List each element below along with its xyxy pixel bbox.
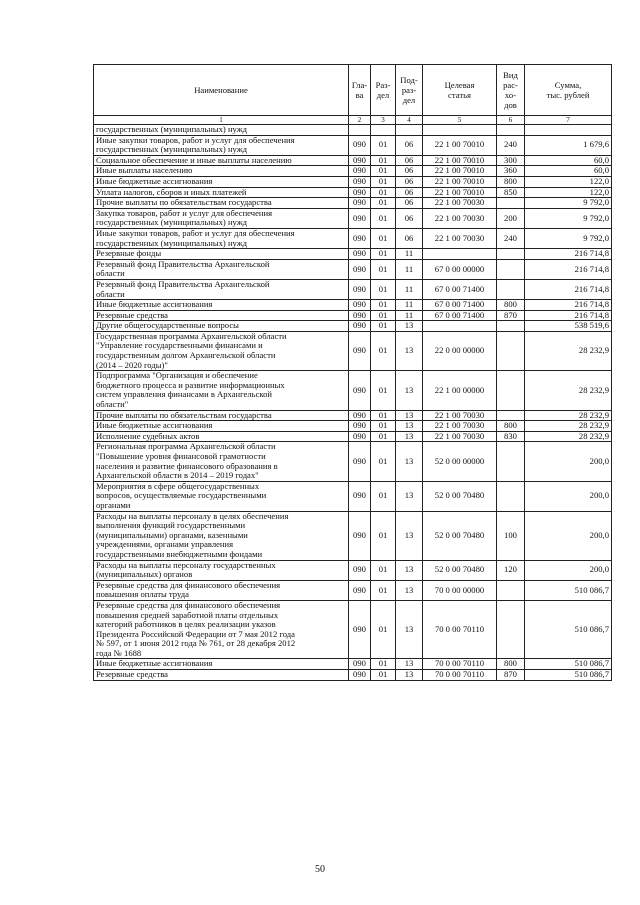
table-row <box>94 321 612 332</box>
table-row <box>94 442 612 481</box>
row-target-article: 67 0 00 00000 <box>423 259 497 279</box>
row-subsection: 13 <box>396 659 423 670</box>
row-chapter <box>349 125 371 136</box>
row-target-article: 70 0 00 70110 <box>423 659 497 670</box>
row-section: 01 <box>371 228 396 248</box>
row-subsection: 11 <box>396 259 423 279</box>
row-chapter: 090 <box>349 431 371 442</box>
row-chapter: 090 <box>349 176 371 187</box>
column-number: 2 <box>349 116 371 125</box>
row-section: 01 <box>371 371 396 410</box>
row-target-article: 22 1 00 70010 <box>423 135 497 155</box>
row-subsection: 13 <box>396 321 423 332</box>
row-expense-type: 120 <box>497 560 525 580</box>
row-name: Резервный фонд Правительства Архангельской области <box>94 259 349 279</box>
row-expense-type <box>497 125 525 136</box>
row-chapter: 090 <box>349 481 371 511</box>
row-target-article: 22 1 00 70010 <box>423 187 497 198</box>
row-target-article: 22 1 00 70010 <box>423 176 497 187</box>
row-section: 01 <box>371 155 396 166</box>
row-amount: 216 714,8 <box>525 300 612 311</box>
row-name: Иные бюджетные ассигнования <box>94 421 349 432</box>
row-subsection: 13 <box>396 511 423 560</box>
row-target-article: 52 0 00 70480 <box>423 560 497 580</box>
row-section: 01 <box>371 442 396 481</box>
column-number: 5 <box>423 116 497 125</box>
row-chapter: 090 <box>349 410 371 421</box>
row-subsection: 06 <box>396 228 423 248</box>
row-subsection: 06 <box>396 187 423 198</box>
row-section: 01 <box>371 560 396 580</box>
row-expense-type <box>497 371 525 410</box>
row-expense-type <box>497 580 525 600</box>
row-subsection <box>396 125 423 136</box>
row-expense-type: 300 <box>497 155 525 166</box>
row-subsection: 13 <box>396 371 423 410</box>
row-name: Иные бюджетные ассигнования <box>94 659 349 670</box>
column-number: 7 <box>525 116 612 125</box>
row-target-article: 52 0 00 70480 <box>423 481 497 511</box>
row-chapter: 090 <box>349 259 371 279</box>
row-section: 01 <box>371 670 396 681</box>
row-expense-type: 240 <box>497 135 525 155</box>
table-row <box>94 331 612 370</box>
row-name: Исполнение судебных актов <box>94 431 349 442</box>
row-target-article: 22 1 00 70030 <box>423 410 497 421</box>
row-subsection: 11 <box>396 249 423 260</box>
table-row <box>94 659 612 670</box>
row-amount: 216 714,8 <box>525 259 612 279</box>
row-expense-type: 800 <box>497 421 525 432</box>
row-name: Резервный фонд Правительства Архангельской области <box>94 279 349 299</box>
row-section: 01 <box>371 135 396 155</box>
table-row <box>94 511 612 560</box>
table-row <box>94 300 612 311</box>
row-section: 01 <box>371 600 396 659</box>
row-expense-type: 800 <box>497 176 525 187</box>
row-amount: 28 232,9 <box>525 410 612 421</box>
row-chapter: 090 <box>349 371 371 410</box>
row-chapter: 090 <box>349 198 371 209</box>
row-section: 01 <box>371 511 396 560</box>
row-chapter: 090 <box>349 670 371 681</box>
row-target-article: 22 1 00 70030 <box>423 431 497 442</box>
row-expense-type: 360 <box>497 166 525 177</box>
row-amount: 9 792,0 <box>525 228 612 248</box>
row-name: Региональная программа Архангельской области "Повышение уровня финансовой грамотности населения и развитие финансового образования в Архангельской области в 2014 – 2019 годах" <box>94 442 349 481</box>
row-subsection: 11 <box>396 300 423 311</box>
row-section: 01 <box>371 208 396 228</box>
row-chapter: 090 <box>349 249 371 260</box>
row-subsection: 11 <box>396 279 423 299</box>
row-name: Прочие выплаты по обязательствам государства <box>94 410 349 421</box>
column-number: 3 <box>371 116 396 125</box>
table-row <box>94 371 612 410</box>
row-chapter: 090 <box>349 600 371 659</box>
row-section: 01 <box>371 421 396 432</box>
row-expense-type <box>497 249 525 260</box>
row-chapter: 090 <box>349 421 371 432</box>
row-name: Резервные фонды <box>94 249 349 260</box>
row-amount: 28 232,9 <box>525 431 612 442</box>
row-section: 01 <box>371 279 396 299</box>
row-target-article: 22 1 00 70010 <box>423 166 497 177</box>
row-name: Иные выплаты населению <box>94 166 349 177</box>
row-chapter: 090 <box>349 208 371 228</box>
table-row <box>94 410 612 421</box>
table-row <box>94 176 612 187</box>
row-amount: 28 232,9 <box>525 331 612 370</box>
row-subsection: 13 <box>396 600 423 659</box>
table-row <box>94 481 612 511</box>
row-subsection: 13 <box>396 481 423 511</box>
row-name: Иные бюджетные ассигнования <box>94 176 349 187</box>
row-chapter: 090 <box>349 511 371 560</box>
row-section: 01 <box>371 259 396 279</box>
row-target-article: 52 0 00 00000 <box>423 442 497 481</box>
row-target-article: 52 0 00 70480 <box>423 511 497 560</box>
row-target-article: 70 0 00 70110 <box>423 600 497 659</box>
row-amount: 122,0 <box>525 176 612 187</box>
row-amount <box>525 125 612 136</box>
table-row <box>94 135 612 155</box>
row-amount: 510 086,7 <box>525 659 612 670</box>
row-subsection: 13 <box>396 670 423 681</box>
row-amount: 200,0 <box>525 442 612 481</box>
header-name: Наименование <box>94 65 349 116</box>
row-name: Иные бюджетные ассигнования <box>94 300 349 311</box>
table-row <box>94 166 612 177</box>
header-subsection: Под- раз- дел <box>396 65 423 116</box>
row-target-article: 22 0 00 00000 <box>423 331 497 370</box>
row-section: 01 <box>371 410 396 421</box>
row-chapter: 090 <box>349 300 371 311</box>
row-chapter: 090 <box>349 228 371 248</box>
row-amount: 122,0 <box>525 187 612 198</box>
table-row <box>94 310 612 321</box>
row-amount: 28 232,9 <box>525 421 612 432</box>
row-amount: 216 714,8 <box>525 279 612 299</box>
row-name: Расходы на выплаты персоналу в целях обеспечения выполнения функций государственными (муниципальными) органами, казенными учреждениями, органами управления государственными внебюджетными фондами <box>94 511 349 560</box>
row-subsection: 13 <box>396 421 423 432</box>
column-number: 4 <box>396 116 423 125</box>
row-target-article <box>423 249 497 260</box>
row-amount: 9 792,0 <box>525 208 612 228</box>
row-name: Уплата налогов, сборов и иных платежей <box>94 187 349 198</box>
row-chapter: 090 <box>349 659 371 670</box>
row-subsection: 13 <box>396 331 423 370</box>
row-section: 01 <box>371 166 396 177</box>
row-amount: 200,0 <box>525 481 612 511</box>
row-target-article <box>423 125 497 136</box>
row-chapter: 090 <box>349 442 371 481</box>
row-chapter: 090 <box>349 135 371 155</box>
header-expense-type: Вид рас- хо- дов <box>497 65 525 116</box>
row-expense-type <box>497 481 525 511</box>
row-expense-type: 240 <box>497 228 525 248</box>
row-expense-type <box>497 442 525 481</box>
row-name: Иные закупки товаров, работ и услуг для обеспечения государственных (муниципальных) нужд <box>94 135 349 155</box>
table-row <box>94 208 612 228</box>
row-section: 01 <box>371 659 396 670</box>
row-chapter: 090 <box>349 580 371 600</box>
row-name: Расходы на выплаты персоналу государственных (муниципальных) органов <box>94 560 349 580</box>
row-amount: 28 232,9 <box>525 371 612 410</box>
column-number: 6 <box>497 116 525 125</box>
row-name: Резервные средства для финансового обеспечения повышения средней заработной платы отдельных категорий работников в целях реализации указов Президента Российской Федерации от 7 мая 2012 года № 597, от 1 июня 2012 года № 761, от 28 декабря 2012 года № 1688 <box>94 600 349 659</box>
row-amount: 1 679,6 <box>525 135 612 155</box>
row-expense-type: 830 <box>497 431 525 442</box>
row-expense-type: 200 <box>497 208 525 228</box>
row-chapter: 090 <box>349 331 371 370</box>
row-subsection: 13 <box>396 442 423 481</box>
row-amount: 510 086,7 <box>525 670 612 681</box>
row-amount: 216 714,8 <box>525 249 612 260</box>
row-expense-type <box>497 198 525 209</box>
row-expense-type: 800 <box>497 300 525 311</box>
row-subsection: 06 <box>396 166 423 177</box>
row-chapter: 090 <box>349 166 371 177</box>
table-header-row <box>94 65 612 116</box>
table-row <box>94 600 612 659</box>
row-section: 01 <box>371 431 396 442</box>
row-amount: 510 086,7 <box>525 580 612 600</box>
row-expense-type: 100 <box>497 511 525 560</box>
table-row <box>94 125 612 136</box>
row-expense-type: 850 <box>497 187 525 198</box>
table-body <box>94 125 612 681</box>
header-section: Раз- дел <box>371 65 396 116</box>
header-amount: Сумма, тыс. рублей <box>525 65 612 116</box>
row-section <box>371 125 396 136</box>
row-chapter: 090 <box>349 310 371 321</box>
row-expense-type: 800 <box>497 659 525 670</box>
row-target-article: 70 0 00 00000 <box>423 580 497 600</box>
row-amount: 9 792,0 <box>525 198 612 209</box>
row-name: Иные закупки товаров, работ и услуг для обеспечения государственных (муниципальных) нужд <box>94 228 349 248</box>
budget-table <box>93 64 612 681</box>
row-subsection: 13 <box>396 580 423 600</box>
row-section: 01 <box>371 481 396 511</box>
row-name: Резервные средства <box>94 310 349 321</box>
column-number-row <box>94 116 612 125</box>
row-subsection: 13 <box>396 560 423 580</box>
page-number: 50 <box>315 864 325 875</box>
row-subsection: 06 <box>396 135 423 155</box>
table-row <box>94 198 612 209</box>
row-section: 01 <box>371 249 396 260</box>
row-chapter: 090 <box>349 560 371 580</box>
header-chapter: Гла- ва <box>349 65 371 116</box>
row-name: Мероприятия в сфере общегосударственных вопросов, осуществляемые государственными органами <box>94 481 349 511</box>
table-row <box>94 560 612 580</box>
row-name: Подпрограмма "Организация и обеспечение бюджетного процесса и развитие информационных систем управления финансами в Архангельской области" <box>94 371 349 410</box>
row-chapter: 090 <box>349 187 371 198</box>
row-amount: 200,0 <box>525 511 612 560</box>
table-row <box>94 249 612 260</box>
header-target: Целевая статья <box>423 65 497 116</box>
table-row <box>94 155 612 166</box>
row-amount: 200,0 <box>525 560 612 580</box>
row-section: 01 <box>371 321 396 332</box>
table-row <box>94 187 612 198</box>
row-target-article: 67 0 00 71400 <box>423 310 497 321</box>
row-section: 01 <box>371 176 396 187</box>
table-row <box>94 670 612 681</box>
table-row <box>94 421 612 432</box>
row-target-article: 22 1 00 70030 <box>423 198 497 209</box>
row-name: Закупка товаров, работ и услуг для обеспечения государственных (муниципальных) нужд <box>94 208 349 228</box>
column-number: 1 <box>94 116 349 125</box>
table-row <box>94 228 612 248</box>
row-expense-type <box>497 321 525 332</box>
row-target-article: 22 1 00 70030 <box>423 421 497 432</box>
row-name: государственных (муниципальных) нужд <box>94 125 349 136</box>
row-name: Государственная программа Архангельской области "Управление государственными финансами и государственным долгом Архангельской области (2014 – 2020 годы)" <box>94 331 349 370</box>
row-section: 01 <box>371 187 396 198</box>
row-target-article: 22 1 00 70030 <box>423 208 497 228</box>
row-target-article: 67 0 00 71400 <box>423 279 497 299</box>
table-row <box>94 259 612 279</box>
row-subsection: 13 <box>396 410 423 421</box>
row-expense-type <box>497 600 525 659</box>
row-amount: 510 086,7 <box>525 600 612 659</box>
row-name: Прочие выплаты по обязательствам государства <box>94 198 349 209</box>
row-target-article: 70 0 00 70110 <box>423 670 497 681</box>
row-subsection: 11 <box>396 310 423 321</box>
table-row <box>94 431 612 442</box>
row-target-article <box>423 321 497 332</box>
row-chapter: 090 <box>349 279 371 299</box>
row-chapter: 090 <box>349 155 371 166</box>
row-target-article: 67 0 00 71400 <box>423 300 497 311</box>
row-subsection: 13 <box>396 431 423 442</box>
row-chapter: 090 <box>349 321 371 332</box>
row-section: 01 <box>371 198 396 209</box>
table-row <box>94 279 612 299</box>
row-target-article: 22 1 00 70010 <box>423 155 497 166</box>
row-subsection: 06 <box>396 198 423 209</box>
row-expense-type: 870 <box>497 310 525 321</box>
row-target-article: 22 1 00 00000 <box>423 371 497 410</box>
table-row <box>94 580 612 600</box>
row-name: Резервные средства <box>94 670 349 681</box>
row-expense-type <box>497 331 525 370</box>
row-amount: 60,0 <box>525 166 612 177</box>
row-subsection: 06 <box>396 155 423 166</box>
row-amount: 60,0 <box>525 155 612 166</box>
row-name: Другие общегосударственные вопросы <box>94 321 349 332</box>
row-expense-type: 870 <box>497 670 525 681</box>
row-section: 01 <box>371 331 396 370</box>
budget-table-container <box>93 64 611 681</box>
row-name: Социальное обеспечение и иные выплаты населению <box>94 155 349 166</box>
row-amount: 216 714,8 <box>525 310 612 321</box>
row-section: 01 <box>371 310 396 321</box>
row-expense-type <box>497 410 525 421</box>
row-amount: 538 519,6 <box>525 321 612 332</box>
row-expense-type <box>497 279 525 299</box>
row-target-article: 22 1 00 70030 <box>423 228 497 248</box>
row-name: Резервные средства для финансового обеспечения повышения оплаты труда <box>94 580 349 600</box>
row-expense-type <box>497 259 525 279</box>
row-subsection: 06 <box>396 176 423 187</box>
row-section: 01 <box>371 300 396 311</box>
row-section: 01 <box>371 580 396 600</box>
row-subsection: 06 <box>396 208 423 228</box>
